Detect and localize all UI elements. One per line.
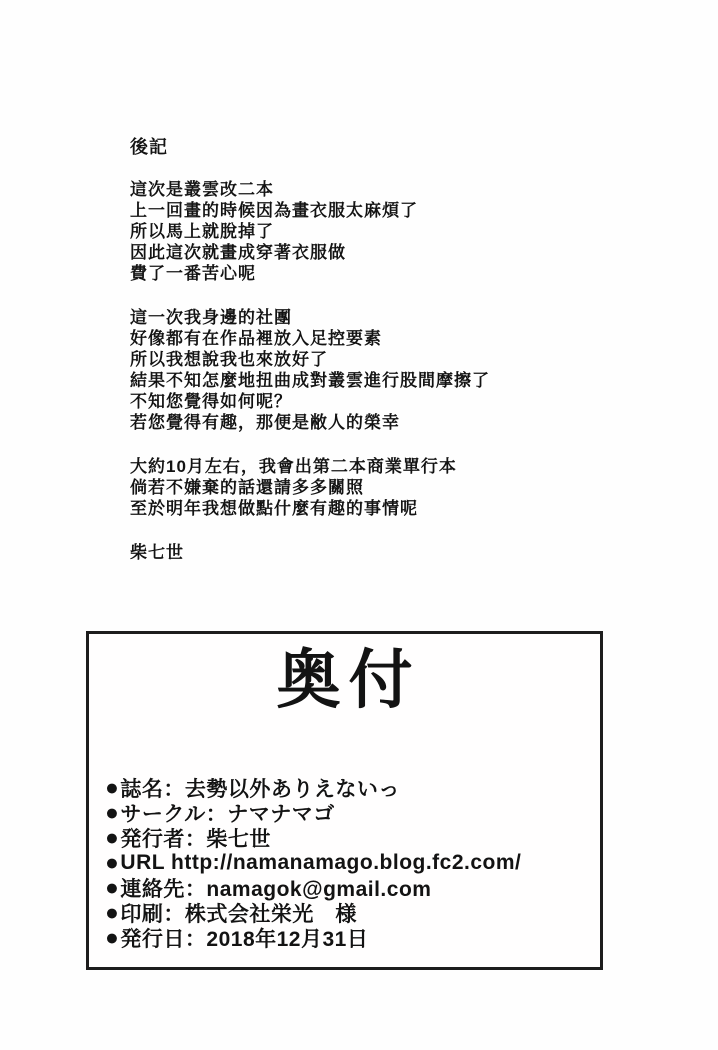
colophon-item-title	[105, 775, 592, 800]
colophon-item-text: サークル：ナマナマゴ	[120, 802, 335, 826]
colophon-title: 奥付	[276, 644, 421, 716]
colophon-box	[86, 631, 603, 970]
afterword-line: 至於明年我想做點什麼有趣的事情呢	[130, 499, 418, 518]
afterword-line: 大約10月左右，我會出第二本商業單行本	[130, 457, 457, 476]
afterword-line: 上一回畫的時候因為畫衣服太麻煩了	[130, 201, 418, 220]
afterword-line: 若您覺得有趣，那便是敝人的榮幸	[130, 413, 400, 432]
afterword-line: 好像都有在作品裡放入足控要素	[130, 329, 382, 348]
afterword-line: 這一次我身邊的社團	[130, 308, 292, 327]
colophon-item-date	[105, 925, 592, 950]
colophon-item-contact	[105, 875, 592, 900]
colophon-list	[105, 775, 592, 950]
afterword-line: 所以我想說我也來放好了	[130, 350, 328, 369]
afterword-section	[130, 137, 490, 563]
afterword-line: 因此這次就畫成穿著衣服做	[130, 243, 346, 262]
bullet-icon: ●	[105, 849, 120, 875]
colophon-item-text: 誌名：去勢以外ありえないっ	[120, 777, 400, 801]
colophon-item-text: 連絡先：namagok@gmail.com	[120, 877, 432, 901]
afterword-signature: 柴七世	[130, 543, 184, 562]
bullet-icon: ●	[105, 824, 120, 850]
afterword-paragraph-3	[130, 456, 490, 519]
afterword-paragraph-1	[130, 179, 490, 284]
colophon-item-url	[105, 850, 592, 875]
afterword-title: 後記	[130, 137, 168, 157]
bullet-icon: ●	[105, 899, 120, 925]
colophon-item-publisher	[105, 825, 592, 850]
bullet-icon: ●	[105, 799, 120, 825]
afterword-line: 不知您覺得如何呢？	[130, 392, 292, 411]
colophon-item-circle	[105, 800, 592, 825]
bullet-icon: ●	[105, 924, 120, 950]
colophon-item-text: URL http://namanamago.blog.fc2.com/	[120, 850, 522, 874]
afterword-line: 倘若不嫌棄的話還請多多關照	[130, 478, 364, 497]
afterword-line: 費了一番苦心呢	[130, 264, 256, 283]
bullet-icon: ●	[105, 874, 120, 900]
afterword-line: 結果不知怎麼地扭曲成對叢雲進行股間摩擦了	[130, 371, 490, 390]
colophon-item-text: 発行者：柴七世	[120, 827, 271, 851]
afterword-paragraph-2	[130, 307, 490, 433]
bullet-icon: ●	[105, 774, 120, 800]
colophon-item-text: 印刷：株式会社栄光 様	[120, 902, 357, 926]
afterword-line: 所以馬上就脫掉了	[130, 222, 274, 241]
colophon-item-printer	[105, 900, 592, 925]
afterword-line: 這次是叢雲改二本	[130, 180, 274, 199]
colophon-item-text: 発行日：2018年12月31日	[120, 927, 369, 951]
